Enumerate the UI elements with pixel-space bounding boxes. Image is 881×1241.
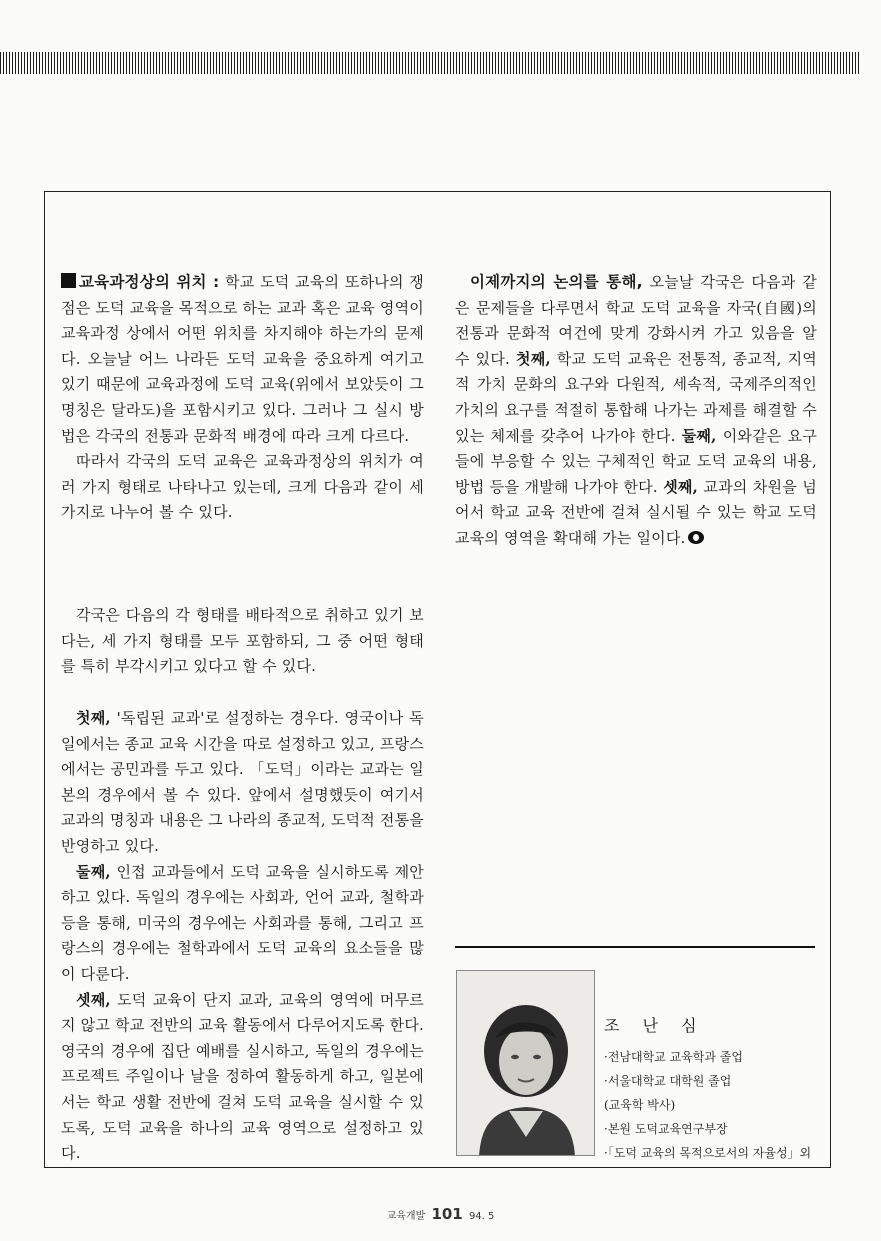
right-column-conclusion bbox=[455, 270, 817, 552]
first-text: '독립된 교과'로 설정하는 경우다. 영국이나 독일에서는 종교 교육 시간을 따로 설정하고 있고, 프랑스에서는 공민과를 두고 있다. 「도덕」이라는 교과는 일본의 경우에서 볼 수 있다. 앞에서 설명했듯이 여기서 교과의 명칭과 내용은 그 나라의 종교적, 도덕적 전통을 반영하고 있다. bbox=[61, 709, 424, 855]
conclusion-second: 둘째, bbox=[681, 426, 717, 445]
top-pattern-stripe bbox=[0, 52, 860, 74]
credential-item: ·본원 도덕교육연구부장 bbox=[604, 1122, 728, 1136]
section-heading: 교육과정상의 위치 : bbox=[79, 273, 220, 291]
credential-item: ·「도덕 교육의 목적으로서의 자율성」외 bbox=[604, 1146, 812, 1160]
end-of-article-icon bbox=[688, 531, 704, 544]
left-column-bottom bbox=[61, 706, 424, 1167]
paragraph-first-form bbox=[61, 706, 424, 860]
credential-item: ·전남대학교 교육학과 졸업 bbox=[604, 1050, 743, 1064]
author-name: 조 난 심 bbox=[604, 1016, 706, 1035]
page-footer bbox=[0, 1205, 881, 1223]
section-intro-text: 학교 도덕 교육의 또하나의 쟁점은 도덕 교육을 목적으로 하는 교과 혹은 교육 영역이 교육과정 상에서 어떤 위치를 차지해야 하는가의 문제다. 오늘날 어느 나라든 도덕 교육을 중요하게 여기고 있기 때문에 교육과정에 도덕 교육(위에서 보았듯이 그 명칭은 달라도)을 포함시키고 있다. 그러나 그 실시 방법은 각국의 전통과 문화적 배경에 따라 크게 다르다. bbox=[61, 273, 424, 445]
left-column-top bbox=[61, 270, 424, 526]
author-photo bbox=[456, 970, 595, 1156]
conclusion-first: 첫째, bbox=[516, 349, 551, 368]
author-credentials bbox=[604, 1045, 824, 1165]
conclusion-third: 셋째, bbox=[663, 477, 698, 496]
section-intro-paragraph bbox=[61, 270, 424, 449]
issue-date: 94. 5 bbox=[468, 1211, 495, 1222]
conclusion-text-d: 교과의 차원을 넘어서 학교 교육 전반에 걸쳐 실시될 수 있는 학교 도덕 교육의 영역을 확대해 가는 일이다. bbox=[455, 477, 817, 547]
author-divider bbox=[455, 946, 815, 948]
paragraph-three-forms: 따라서 각국의 도덕 교육은 교육과정상의 위치가 여러 가지 형태로 나타나고 있는데, 크게 다음과 같이 세 가지로 나누어 볼 수 있다. bbox=[61, 452, 424, 522]
square-bullet-icon bbox=[61, 273, 76, 288]
conclusion-text-a: 오늘날 각국은 다음과 같은 문제들을 다루면서 학교 도덕 교육을 자국(自國)의 전통과 문화적 여건에 맞게 강화시켜 가고 있음을 알 수 있다. bbox=[455, 273, 817, 368]
second-lead: 둘째, bbox=[76, 862, 111, 881]
paragraph-third-form bbox=[61, 988, 424, 1167]
conclusion-lead: 이제까지의 논의를 통해, bbox=[470, 273, 643, 291]
paragraph-second-form bbox=[61, 860, 424, 988]
third-lead: 셋째, bbox=[76, 990, 111, 1009]
conclusion-paragraph bbox=[455, 270, 817, 552]
portrait-image bbox=[457, 971, 595, 1156]
credential-item: (교육학 박사) bbox=[604, 1098, 676, 1112]
conclusion-text-c: 이와같은 요구들에 부응할 수 있는 구체적인 학교 도덕 교육의 내용, 방법 등을 개발해 나가야 한다. bbox=[455, 426, 818, 496]
author-info bbox=[604, 1013, 824, 1165]
paragraph-exclusive: 각국은 다음의 각 형태를 배타적으로 취하고 있기 보다는, 세 가지 형태를 모두 포함하되, 그 중 어떤 형태를 특히 부각시키고 있다고 할 수 있다. bbox=[61, 606, 424, 676]
magazine-name: 교육개발 bbox=[386, 1211, 426, 1222]
second-text: 인접 교과들에서 도덕 교육을 실시하도록 제안하고 있다. 독일의 경우에는 사회과, 언어 교과, 철학과 등을 통해, 미국의 경우에는 사회과를 통해, 그리고 프랑스의 경우에는 철학과에서 도덕 교육의 요소들을 많이 다룬다. bbox=[61, 862, 424, 983]
page-number: 101 bbox=[431, 1205, 463, 1223]
conclusion-text-b: 학교 도덕 교육은 전통적, 종교적, 지역적 가치 문화의 요구와 다원적, 세속적, 국제주의적인 가치의 요구를 적절히 통합해 나가는 과제를 해결할 수 있는 체제를 갖추어 나가야 한다. bbox=[455, 349, 817, 445]
credential-item: ·서울대학교 대학원 졸업 bbox=[604, 1074, 732, 1088]
left-column-middle bbox=[61, 603, 424, 680]
third-text: 도덕 교육이 단지 교과, 교육의 영역에 머무르지 않고 학교 전반의 교육 활동에서 다루어지도록 한다. 영국의 경우에 집단 예배를 실시하고, 독일의 경우에는 프로젝트 주일이나 날을 정하여 활동하게 하고, 일본에서는 학교 생활 전반에 걸쳐 도덕 교육을 실시할 수 있도록, 도덕 교육을 하나의 교육 영역으로 설정하고 있다. bbox=[61, 990, 424, 1163]
first-lead: 첫째, bbox=[76, 709, 111, 727]
